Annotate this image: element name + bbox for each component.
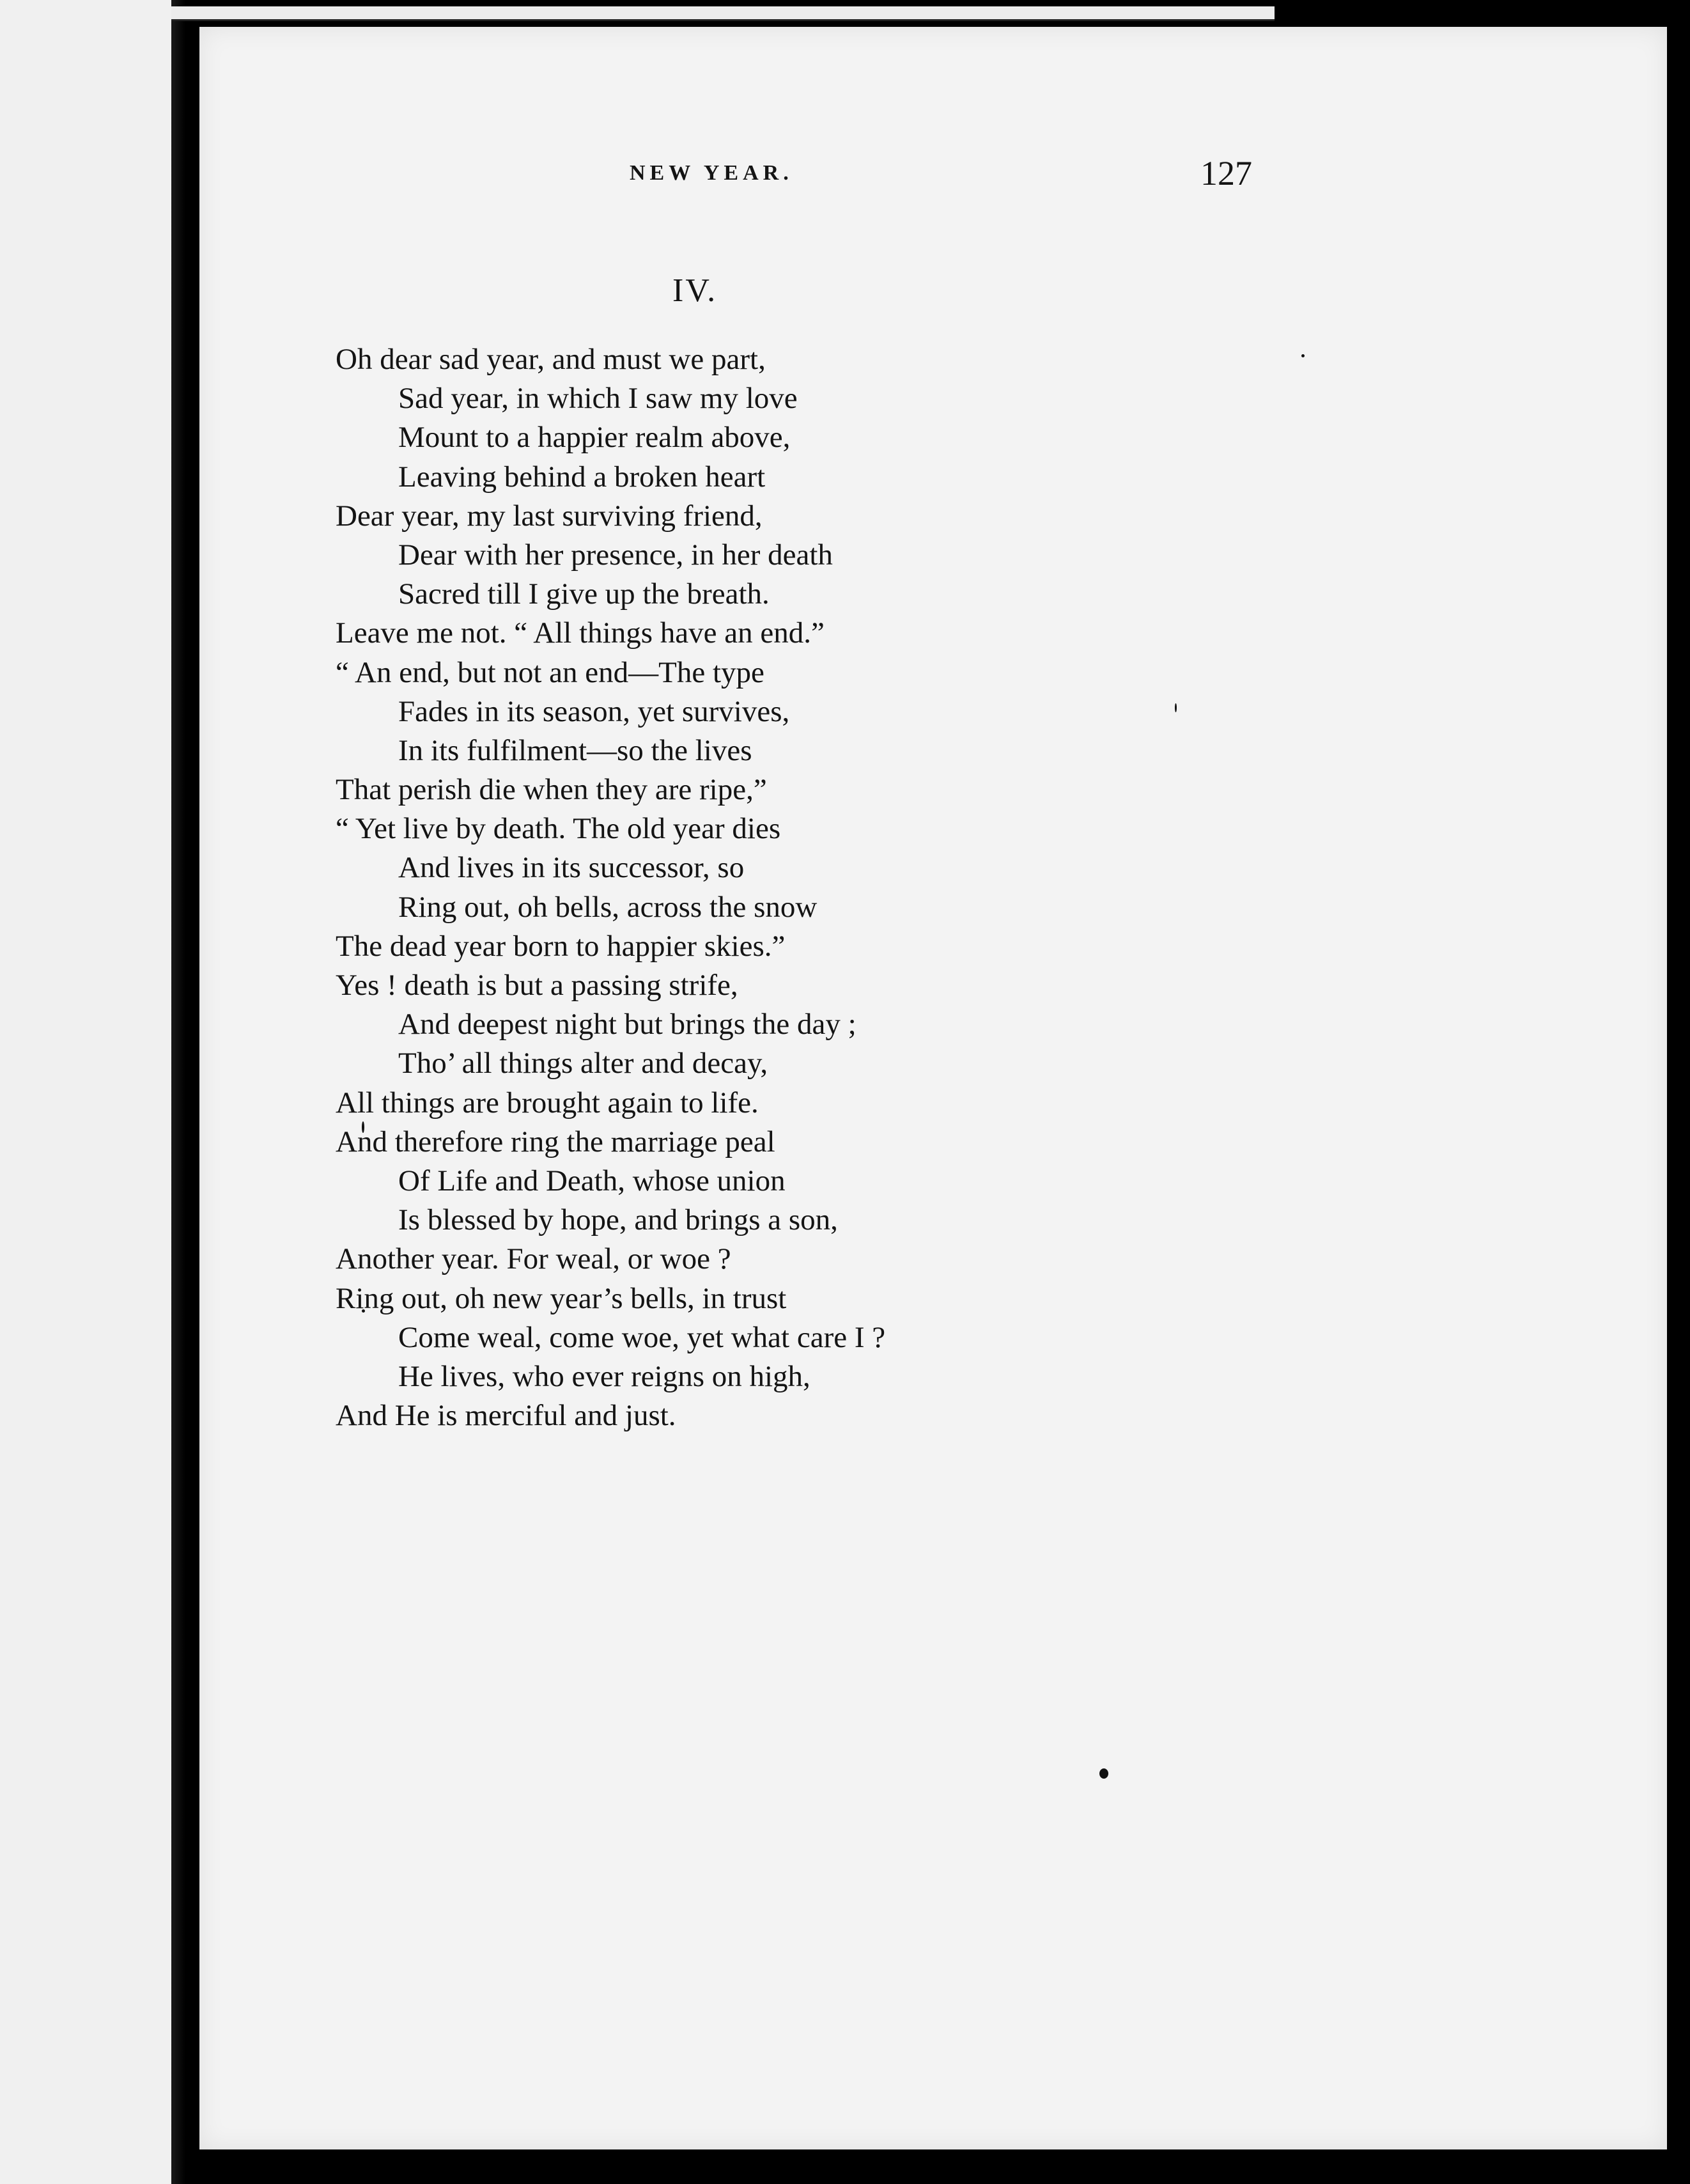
poem-text [336, 340, 1262, 1435]
running-title: NEW YEAR. [630, 161, 793, 185]
scan-speck [1099, 1768, 1108, 1779]
poem-line: He lives, who ever reigns on high, [398, 1359, 810, 1393]
poem-line: Leave me not. “ All things have an end.” [336, 616, 825, 650]
poem-line: All things are brought again to life. [336, 1086, 759, 1119]
poem-line: Ring out, oh new year’s bells, in trust [336, 1281, 787, 1315]
poem-line: Dear year, my last surviving friend, [336, 499, 763, 533]
page-number: 127 [1200, 154, 1252, 192]
poem-line: Of Life and Death, whose union [398, 1164, 786, 1197]
poem-line: Mount to a happier realm above, [398, 421, 791, 455]
poem-line: Sad year, in which I saw my love [398, 382, 798, 416]
poem-line: And deepest night but brings the day ; [398, 1008, 857, 1041]
sheet-edge [171, 6, 1275, 21]
poem-line: And therefore ring the marriage peal [336, 1125, 775, 1158]
poem-line: Is blessed by hope, and brings a son, [398, 1203, 838, 1237]
poem-line: “ An end, but not an end—The type [336, 655, 764, 689]
poem-line: And lives in its successor, so [398, 851, 745, 885]
scan-speck [1301, 354, 1305, 357]
poem-line: Sacred till I give up the breath. [398, 577, 770, 611]
poem-line: Yes ! death is but a passing strife, [336, 969, 738, 1002]
previous-page-margin [0, 0, 171, 2184]
poem-line: Another year. For weal, or woe ? [336, 1242, 731, 1276]
section-number: IV. [672, 272, 718, 309]
poem-line: That perish die when they are ripe,” [336, 773, 767, 807]
poem-line: Come weal, come woe, yet what care I ? [398, 1320, 886, 1354]
poem-line: “ Yet live by death. The old year dies [336, 812, 781, 846]
poem-line: The dead year born to happier skies.” [336, 929, 786, 963]
poem-line: In its fulfilment—so the lives [398, 733, 752, 767]
poem-line: Oh dear sad year, and must we part, [336, 343, 766, 376]
poem-line: And He is merciful and just. [336, 1399, 676, 1433]
poem-line: Fades in its season, yet survives, [398, 694, 790, 728]
book-gutter [171, 0, 185, 2184]
poem-line: Leaving behind a broken heart [398, 460, 766, 494]
poem-line: Ring out, oh bells, across the snow [398, 890, 818, 924]
poem-line: Tho’ all things alter and decay, [398, 1047, 768, 1080]
poem-line: Dear with her presence, in her death [398, 538, 833, 572]
